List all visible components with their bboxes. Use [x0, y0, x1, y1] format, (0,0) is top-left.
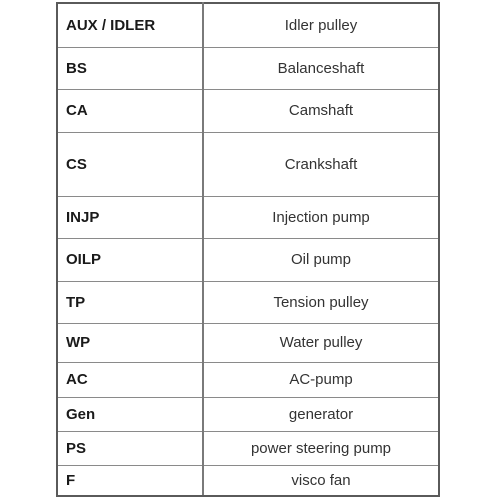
- abbreviation-code: BS: [57, 47, 203, 89]
- abbreviation-code: Gen: [57, 397, 203, 431]
- abbreviation-code: WP: [57, 323, 203, 362]
- abbreviation-meaning: Oil pump: [203, 238, 439, 281]
- table-row: [57, 397, 439, 431]
- table-row: [57, 281, 439, 323]
- abbreviation-meaning: AC-pump: [203, 362, 439, 397]
- table-row: [57, 132, 439, 196]
- abbreviation-meaning: Tension pulley: [203, 281, 439, 323]
- abbreviation-code: CA: [57, 89, 203, 132]
- table-row: [57, 238, 439, 281]
- abbreviation-meaning: generator: [203, 397, 439, 431]
- table-row: [57, 196, 439, 238]
- table-row: [57, 323, 439, 362]
- table-row: [57, 89, 439, 132]
- abbreviation-code: INJP: [57, 196, 203, 238]
- abbreviation-code: F: [57, 465, 203, 496]
- table-row: [57, 3, 439, 47]
- abbreviation-meaning: power steering pump: [203, 431, 439, 465]
- abbreviation-meaning: Idler pulley: [203, 3, 439, 47]
- abbreviation-meaning: Camshaft: [203, 89, 439, 132]
- abbreviation-code: AUX / IDLER: [57, 3, 203, 47]
- table-row: [57, 47, 439, 89]
- table-row: [57, 431, 439, 465]
- abbreviation-meaning: Injection pump: [203, 196, 439, 238]
- abbreviation-code: PS: [57, 431, 203, 465]
- abbreviation-meaning: Water pulley: [203, 323, 439, 362]
- abbreviation-code: AC: [57, 362, 203, 397]
- abbreviation-code: TP: [57, 281, 203, 323]
- abbreviation-code: OILP: [57, 238, 203, 281]
- abbreviation-table: [56, 2, 440, 497]
- abbreviation-meaning: Balanceshaft: [203, 47, 439, 89]
- table-row: [57, 465, 439, 496]
- abbreviation-meaning: visco fan: [203, 465, 439, 496]
- abbreviation-meaning: Crankshaft: [203, 132, 439, 196]
- abbreviation-code: CS: [57, 132, 203, 196]
- table-row: [57, 362, 439, 397]
